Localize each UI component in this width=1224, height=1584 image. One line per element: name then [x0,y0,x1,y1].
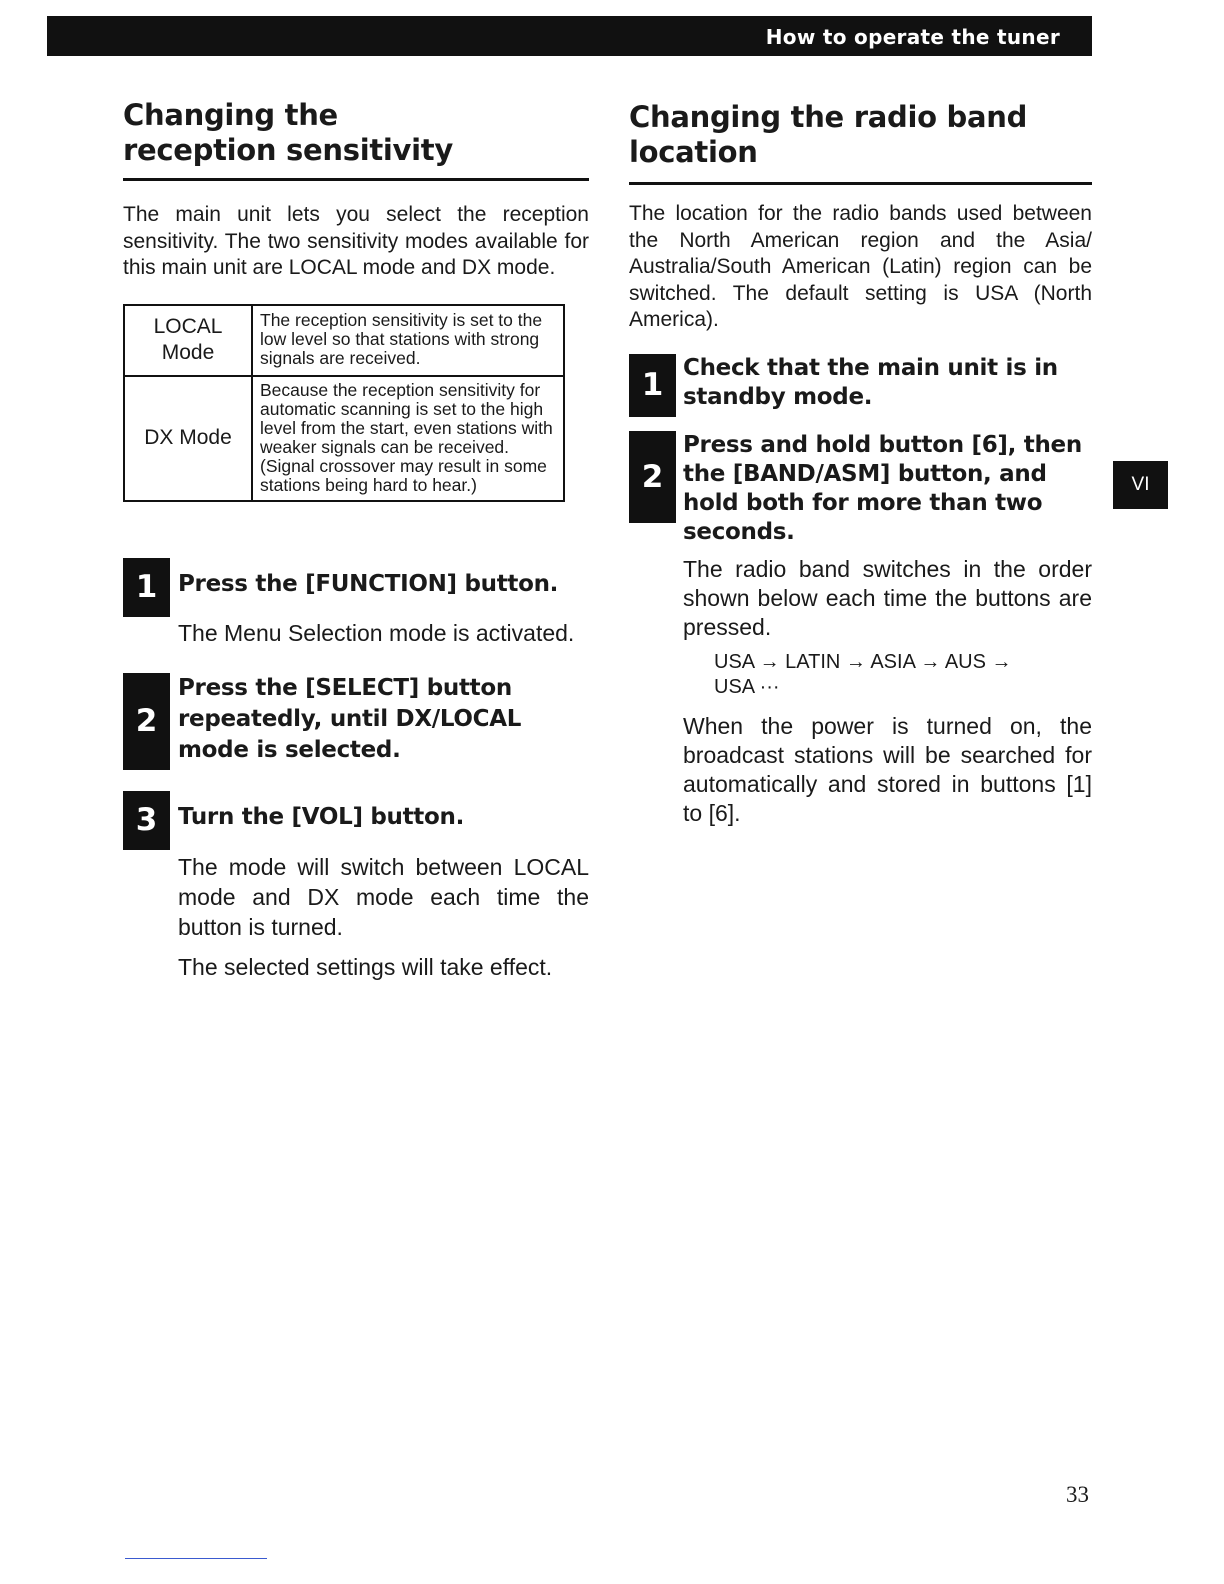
step-heading: Turn the [VOL] button. [178,803,465,830]
table-row [124,376,564,501]
mode-description-cell: The reception sensitivity is set to the low level so that stations with strong signals are received. [252,305,564,376]
table-row [124,305,564,376]
left-column [123,98,589,982]
step-number-badge: 1 [123,558,170,617]
footnote-rule [125,1558,267,1559]
step-band-asm [629,431,1092,828]
step-heading: Press and hold button [6], then the [BAND/ASM] button, and hold both for more than two seconds. [683,431,1082,545]
step-heading: Press the [FUNCTION] button. [178,570,559,597]
step-number-badge: 2 [629,431,676,523]
mode-description-cell: Because the reception sensitivity for automatic scanning is set to the high level from the start, even stations with weaker signals can be received. (Signal crossover may result in some stations being hard to hear.) [252,376,564,501]
band-sequence-line: USA ··· [714,675,780,698]
page-number: 33 [1066,1482,1089,1507]
step-body [178,618,589,648]
step-select [123,673,589,766]
header-title: How to operate the tuner [765,25,1060,49]
sensitivity-modes-table [123,304,565,502]
step-number-badge: 2 [123,673,170,770]
header-bar [47,16,1092,56]
mode-name-cell: DX Mode [124,376,252,501]
step-body: The radio band switches in the order shown below each time the buttons are pressed. [683,555,1092,640]
step-note: When the power is turned on, the broadcast stations will be searched for automatically and stored in buttons [1] to [6]. [683,712,1092,826]
section-divider [123,178,589,181]
mode-name-cell [124,305,252,376]
step-vol [123,791,589,982]
mode-name: LOCAL Mode [153,315,223,364]
chapter-tab-marker: VI [1113,461,1168,509]
step-function [123,558,589,648]
step-heading: Press the [SELECT] button repeatedly, until DX/LOCAL mode is selected. [178,674,522,763]
band-sequence-line: USA → LATIN → ASIA → AUS → [714,650,1012,673]
section-divider [629,182,1092,185]
band-location-intro: The location for the radio bands used between the North American region and the Asia/ Australia/South American (Latin) region can be switched. The default setting is USA (North America). [629,202,1092,331]
step-number-badge: 3 [123,791,170,850]
right-column [629,100,1092,828]
section-title-band-location: Changing the radio band location [629,100,1028,169]
band-sequence [683,650,1092,700]
step-body-text: The Menu Selection mode is activated. [178,619,575,646]
sensitivity-intro: The main unit lets you select the reception sensitivity. The two sensitivity modes available for this main unit are LOCAL mode and DX mode. [123,203,589,279]
step-standby [629,354,1092,412]
step-body-text: The selected settings will take effect. [178,953,553,980]
section-title-sensitivity: Changing the reception sensitivity [123,98,453,167]
step-body-text: The mode will switch between LOCAL mode and DX mode each time the button is turned. [178,853,589,940]
step-heading: Check that the main unit is in standby mode. [683,354,1058,410]
step-body [178,852,589,982]
step-number-badge: 1 [629,354,676,417]
